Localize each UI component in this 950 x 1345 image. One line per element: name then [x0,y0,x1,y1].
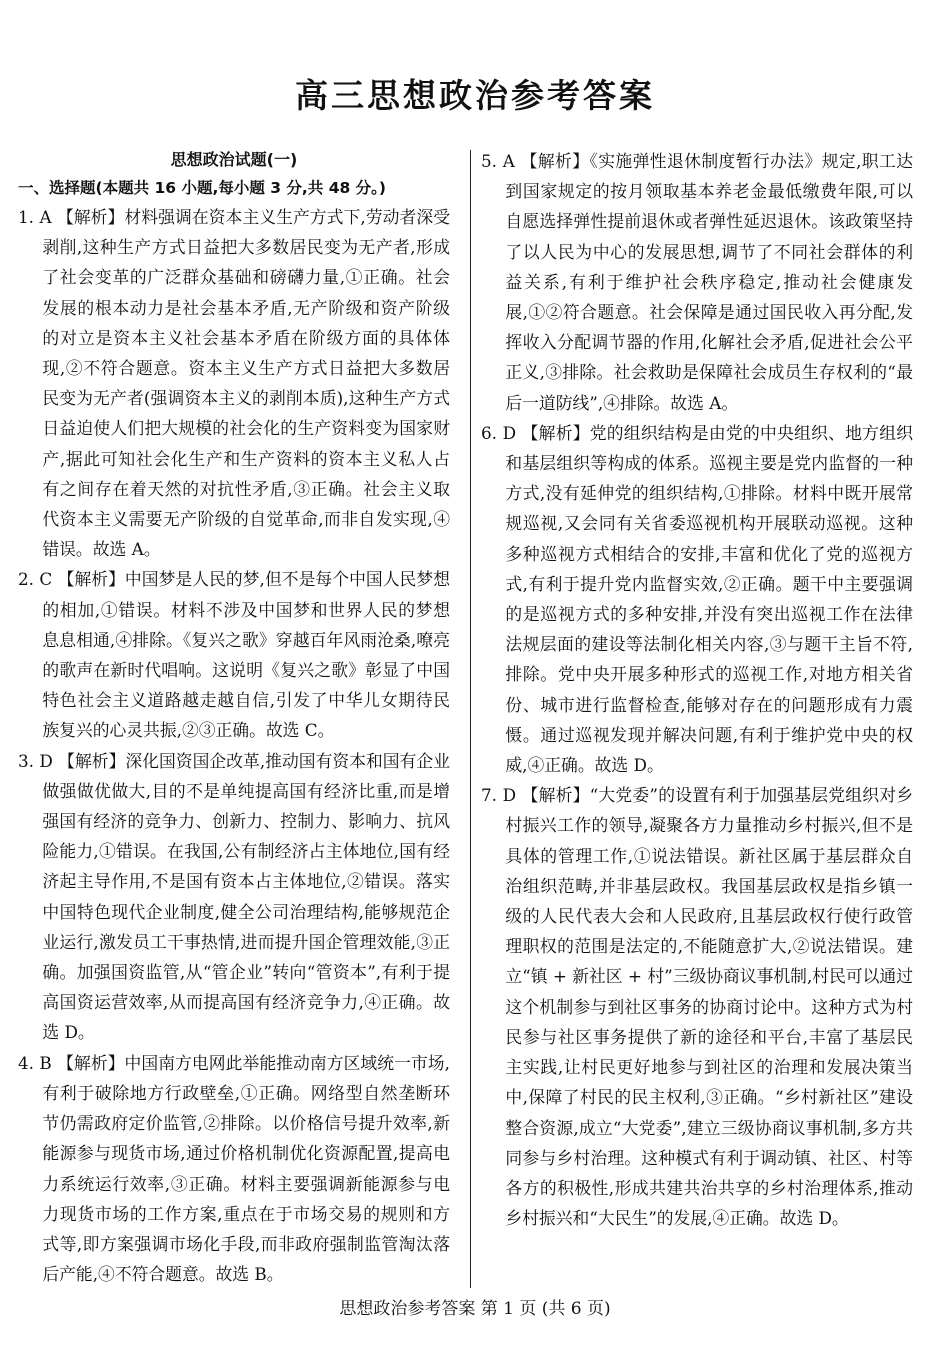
answer-number: 5. [481,151,498,171]
answer-item-5 [481,146,913,418]
answer-number: 3. [18,750,35,771]
column-divider [470,150,471,1288]
answer-item-3 [18,746,450,1048]
right-column [481,146,913,1233]
answer-item-1 [18,202,450,564]
answer-item-7 [481,780,913,1233]
page-footer: 思想政治参考答案 第 1 页 (共 6 页) [339,1299,611,1319]
left-column [18,146,450,1289]
answer-item-4 [18,1048,450,1290]
section-title: 思想政治试题(一) [170,150,298,169]
answer-text: D 【解析】党的组织结构是由党的中央组织、地方组织和基层组织等构成的体系。巡视主要是党内监督的一种方式,没有延伸党的组织结构,①排除。材料中既开展常规巡视,又会同有关省委巡视机构开展联动巡视。这种多种巡视方式相结合的安排,丰富和优化了党的巡视方式,有利于提升党内监督实效,②正确。题干中主要强调的是巡视方式的多种安排,并没有突出巡视工作在法律法规层面的建设等法制化相关内容,③与题干主旨不符,排除。党中央开展多种形式的巡视工作,对地方相关省份、城市进行监督检查,能够对存在的问题形成有力震慑。通过巡视发现并解决问题,有利于维护党中央的权威,④正确。故选 D。 [502,422,913,776]
answer-item-6 [481,418,913,780]
answer-text: C 【解析】中国梦是人民的梦,但不是每个中国人民梦想的相加,①错误。材料不涉及中国梦和世界人民的梦想息息相通,④排除。《复兴之歌》穿越百年风雨沧桑,嘹亮的歌声在新时代唱响。这说明《复兴之歌》彰显了中国特色社会主义道路越走越自信,引发了中华儿女期待民族复兴的心灵共振,②③正确。故选 C。 [39,569,450,741]
answer-text: D 【解析】“大党委”的设置有利于加强基层党组织对乡村振兴工作的领导,凝聚各方力量推动乡村振兴,但不是具体的管理工作,①说法错误。新社区属于基层群众自治组织范畴,并非基层政权。我国基层政权是指乡镇一级的人民代表大会和人民政府,且基层政权行使行政管理职权的范围是法定的,不能随意扩大,②说法错误。建立“镇 + 新社区 + 村”三级协商议事机制,村民可以通过这个机制参与到社区事务的协商讨论中。这种方式为村民参与社区事务提供了新的途径和平台,丰富了基层民主实践,让村民更好地参与到社区的治理和发展决策当中,保障了村民的民主权利,③正确。“乡村新社区”建设整合资源,成立“大党委”,建立三级协商议事机制,多方共同参与乡村治理。这种模式有利于调动镇、社区、村等各方的积极性,形成共建共治共享的乡村治理体系,推动乡村振兴和“大民生”的发展,④正确。故选 D。 [502,785,913,1229]
answer-text: A 【解析】材料强调在资本主义生产方式下,劳动者深受剥削,这种生产方式日益把大多数居民变为无产者,形成了社会变革的广泛群众基础和磅礴力量,①正确。社会发展的根本动力是社会基本矛盾,无产阶级和资产阶级的对立是资本主义社会基本矛盾在阶级方面的具体体现,②不符合题意。资本主义生产方式日益把大多数居民变为无产者(强调资本主义的剥削本质),这种生产方式日益迫使人们把大规模的社会化的生产资料变为国家财产,据此可知社会化生产和生产资料的资本主义私人占有之间存在着天然的对抗性矛盾,③正确。社会主义取代资本主义需要无产阶级的自觉革命,而非自发实现,④错误。故选 A。 [39,207,450,560]
answer-text: D 【解析】深化国资国企改革,推动国有资本和国有企业做强做优做大,目的不是单纯提高国有经济比重,而是增强国有经济的竞争力、创新力、控制力、影响力、抗风险能力,①错误。在我国,公有制经济占主体地位,国有经济起主导作用,不是国有资本占主体地位,②错误。落实中国特色现代企业制度,健全公司治理结构,能够规范企业运行,激发员工干事热情,进而提升国企管理效能,③正确。加强国资监管,从“管企业”转向“管资本”,有利于提高国资运营效率,从而提高国有经济竞争力,④正确。故选 D。 [39,750,450,1043]
answer-item-2 [18,564,450,745]
answer-number: 1. [18,207,35,227]
part-title: 一、选择题(本题共 16 小题,每小题 3 分,共 48 分。) [18,179,386,197]
page-title: 高三思想政治参考答案 [295,76,655,115]
answer-number: 4. [18,1052,35,1073]
answer-number: 7. [481,785,498,806]
answer-text: A 【解析】《实施弹性退休制度暂行办法》规定,职工达到国家规定的按月领取基本养老金最低缴费年限,可以自愿选择弹性提前退休或者弹性延迟退休。该政策坚持了以人民为中心的发展思想,调节了不同社会群体的利益关系,有利于维护社会秩序稳定,推动社会健康发展,①②符合题意。社会保障是通过国民收入再分配,发挥收入分配调节器的作用,化解社会矛盾,促进社会公平正义,③排除。社会救助是保障社会成员生存权利的“最后一道防线”,④排除。故选 A。 [502,151,913,413]
answer-text: B 【解析】中国南方电网此举能推动南方区域统一市场,有利于破除地方行政壁垒,①正确。网络型自然垄断环节仍需政府定价监管,②排除。以价格信号提升效率,新能源参与现货市场,通过价格机制优化资源配置,提高电力系统运行效率,③正确。材料主要强调新能源参与电力现货市场的工作方案,重点在于市场交易的规则和方式等,即方案强调市场化手段,而非政府强制监管淘汰落后产能,④不符合题意。故选 B。 [39,1052,450,1285]
answer-number: 6. [481,422,498,443]
answer-number: 2. [18,569,35,590]
